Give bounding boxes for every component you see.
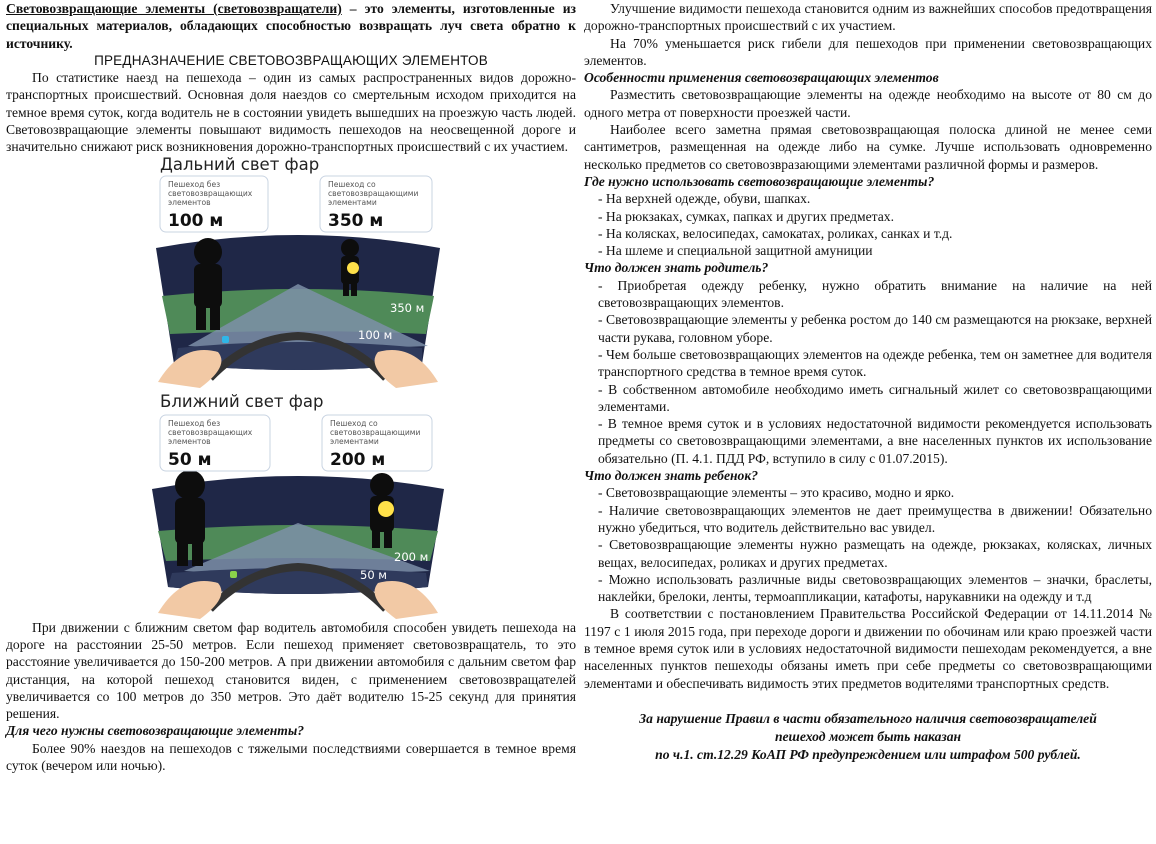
- bubble-line-1: Пешеход без: [168, 179, 221, 189]
- intro-paragraph: По статистике наезд на пешехода – один из самых распространенных видов дорожно-транспортных происшествий. Основная доля наездов со смертельным исходом приходится на темное время суток, когда водитель не в состоянии увидеть вышедших на проезжую часть людей. Световозвращающие элементы повышают видимость пешеходов на неосвещенной дороге и значительно снижают риск возникновения дорожно-транспортных происшествий с их участием.: [6, 70, 576, 155]
- features-paragraph-2: Наиболее всего заметна прямая световозвращающая полоска длиной не менее семи сантиметров, размещенная на одежде либо на сумке. Лучше использовать одновременно несколько предметов со световозвразающими элементами различной формы и размеров.: [584, 122, 1152, 172]
- bubble-line-1: Пешеход со: [328, 179, 376, 189]
- marker-near: 50 м: [360, 567, 387, 582]
- bubble-line-2: световозвращающими: [330, 427, 421, 437]
- marker-near: 100 м: [358, 327, 393, 342]
- decree-paragraph: В соответствии с постановлением Правительства Российской Федерации от 14.11.2014 № 1197 с 1 июля 2015 года, при переходе дороги и движении по обочинам или краю проезжей части в темное время суток или в условиях недостаточной видимости пешеходам рекомендуется, а вне населенных пунктов пешеходы обязаны иметь при себе предметы со световозвращающими элементами и обеспечивать видимость этих предметов водителями транспортных средств.: [584, 606, 1152, 691]
- bubble-distance: 50 м: [168, 449, 212, 470]
- definition: [6, 0, 576, 52]
- penalty-line-2: пешеход может быть наказан: [774, 728, 962, 744]
- list-item: - Световозвращающие элементы нужно размещать на одежде, рюкзаках, колясках, личных вещах, велосипедах, роликах и других предметах.: [598, 537, 1152, 570]
- left-hand: [158, 581, 221, 619]
- bubble-line-1: Пешеход со: [330, 418, 378, 428]
- bubble-distance: 200 м: [330, 449, 386, 470]
- visibility-paragraph: Улучшение видимости пешехода становится одним из важнейших способов предотвращения дорожно-транспортных происшествий с их участием.: [584, 1, 1152, 34]
- bubble-distance: 350 м: [328, 210, 384, 231]
- features-heading: Особенности применения световозвращающих элементов: [584, 70, 939, 86]
- list-item: - На верхней одежде, обуви, шапках.: [598, 191, 811, 207]
- list-item: - На колясках, велосипедах, самокатах, роликах, санках и т.д.: [598, 225, 953, 241]
- low-beam-title: Ближний свет фар: [160, 391, 324, 411]
- definition-text: – это элементы, изготовленные из специальных материалов, обладающих способностью возвращать луч света обратно к источнику.: [6, 1, 576, 51]
- marker-far: 350 м: [390, 300, 425, 315]
- bubble-line-2: световозвращающих: [168, 427, 253, 437]
- reflector-glow: [378, 501, 394, 517]
- marker-far: 200 м: [394, 549, 429, 564]
- section-title: ПРЕДНАЗНАЧЕНИЕ СВЕТОВОЗВРАЩАЮЩИХ ЭЛЕМЕНТОВ: [94, 52, 488, 68]
- bubble-with-reflector: [322, 415, 432, 471]
- beam-indicator-icon: [230, 571, 237, 578]
- right-hand: [375, 581, 438, 619]
- penalty-notice: [584, 710, 1152, 764]
- beam-indicator-icon: [222, 336, 229, 343]
- bubble-line-3: элементами: [328, 197, 377, 207]
- list-item: - В собственном автомобиле необходимо иметь сигнальный жилет со световозвращающими элементами.: [598, 381, 1152, 414]
- low-beam-infographic: [138, 391, 458, 619]
- left-hand: [158, 350, 221, 388]
- penalty-line-3: по ч.1. ст.12.29 КоАП РФ предупреждением или штрафом 500 рублей.: [655, 746, 1081, 762]
- where-heading: Где нужно использовать световозвращающие элементы?: [584, 173, 935, 189]
- bubble-line-2: световозвращающими: [328, 188, 419, 198]
- list-item: - Чем больше световозвращающих элементов на одежде ребенка, тем он заметнее для водителя транспортного средства в темное время суток.: [598, 346, 1152, 380]
- list-item: - Световозвращающие элементы – это красиво, модно и ярко.: [598, 485, 955, 501]
- list-item: - Световозвращающие элементы у ребенка ростом до 140 см размещаются на рюкзаке, верхней части рукава, головном уборе.: [598, 312, 1152, 345]
- right-column: [584, 0, 1152, 764]
- list-item: - Приобретая одежду ребенку, нужно обратить внимание на наличие на ней световозвращающих элементов.: [598, 277, 1152, 311]
- list-item: - В темное время суток и в условиях недостаточной видимости рекомендуется использовать предметы со световозвращающими элементами, а вне населенных пунктов их использование обязательно (П. 4.1. ПДД РФ, вступило в силу с 01.07.2015).: [598, 416, 1152, 466]
- bubble-line-3: элементов: [168, 436, 211, 446]
- bubble-without-reflector: [160, 415, 270, 471]
- high-beam-infographic: [138, 156, 458, 391]
- bubble-line-3: элементами: [330, 436, 379, 446]
- definition-term: Световозвращающие элементы (световозвращатели): [6, 1, 342, 16]
- right-hand: [375, 350, 438, 388]
- risk-paragraph: На 70% уменьшается риск гибели для пешеходов при применении световозвращающих элементов.: [584, 35, 1152, 68]
- bubble-with-reflector: [320, 176, 432, 232]
- bubble-line-1: Пешеход без: [168, 418, 221, 428]
- low-beam-paragraph: При движении с ближним светом фар водитель автомобиля способен увидеть пешехода на дороге на расстоянии 25-50 метров. Если пешеход применяет световозвращатель, то это расстояние увеличивается до 150-200 метров. А при движении автомобиля с дальним светом фар дистанция, на которой пешеход становится виден, с применением световозвращателей увеличивается со 100 метров до 350 метров. Это даёт водителю 15-25 секунд для принятия решения.: [6, 619, 576, 722]
- bubble-line-2: световозвращающих: [168, 188, 253, 198]
- list-item: - Наличие световозвращающих элементов не дает преимущества в движении! Обязательно нужно убедиться, что водитель действительно вас увидел.: [598, 502, 1152, 535]
- list-item: - На рюкзаках, сумках, папках и других предметах.: [598, 208, 894, 224]
- penalty-line-1: За нарушение Правил в части обязательного наличия световозвращателей: [639, 710, 1097, 726]
- why-paragraph: Более 90% наездов на пешеходов с тяжелыми последствиями совершается в темное время суток (вечером или ночью).: [6, 740, 576, 774]
- bubble-line-3: элементов: [168, 197, 211, 207]
- parent-heading: Что должен знать родитель?: [584, 260, 769, 276]
- list-item: - На шлеме и специальной защитной амуниции: [598, 243, 873, 259]
- bubble-without-reflector: [160, 176, 268, 232]
- left-column: [6, 0, 576, 774]
- child-heading: Что должен знать ребенок?: [584, 468, 759, 484]
- reflector-glow: [347, 262, 359, 274]
- why-heading: Для чего нужны световозвращающие элементы?: [6, 723, 305, 739]
- features-paragraph-1: Разместить световозвращающие элементы на одежде необходимо на высоте от 80 см до одного метра от поверхности проезжей части.: [584, 87, 1152, 120]
- bubble-distance: 100 м: [168, 210, 224, 231]
- high-beam-title: Дальний свет фар: [160, 155, 320, 174]
- list-item: - Можно использовать различные виды световозвращающих элементов – значки, браслеты, наклейки, брелоки, ленты, термоаппликации, катафоты, нарукавники на одежду и т.д: [598, 571, 1152, 605]
